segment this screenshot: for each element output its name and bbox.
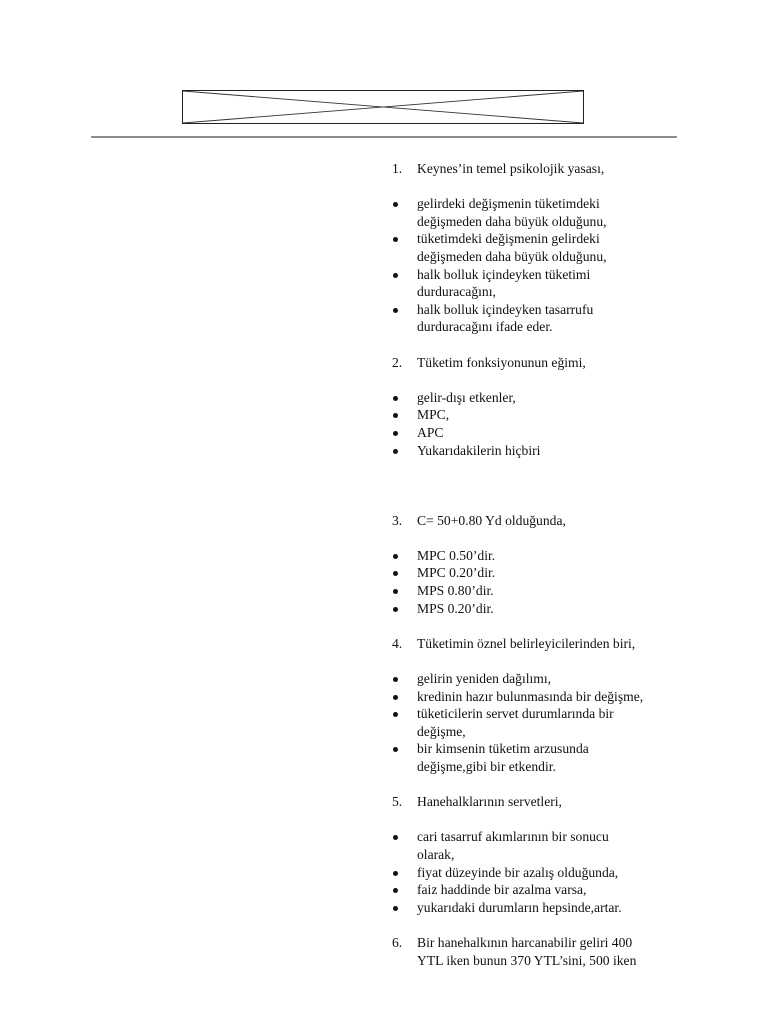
question-1-options bbox=[392, 195, 692, 336]
bullet-icon bbox=[393, 712, 398, 717]
bullet-icon bbox=[393, 449, 398, 454]
question-1-title bbox=[392, 160, 692, 178]
question-6-title bbox=[392, 934, 692, 969]
bullet-icon bbox=[393, 431, 398, 436]
bullet-icon bbox=[393, 589, 398, 594]
question-text: Tüketim fonksiyonunun eğimi, bbox=[417, 354, 586, 370]
question-number: 6. bbox=[392, 934, 403, 950]
bullet-icon bbox=[393, 571, 398, 576]
question-text: Tüketimin öznel belirleyicilerinden biri, bbox=[417, 635, 636, 651]
option-item: faiz haddinde bir azalma varsa, bbox=[392, 881, 692, 899]
option-item: MPS 0.20’dir. bbox=[392, 600, 692, 618]
bullet-icon bbox=[393, 677, 398, 682]
question-3-title bbox=[392, 512, 692, 530]
question-number: 3. bbox=[392, 512, 403, 528]
question-text: Hanehalklarının servetleri, bbox=[417, 794, 562, 810]
bullet-icon bbox=[393, 695, 398, 700]
question-4-title bbox=[392, 635, 692, 653]
question-number: 2. bbox=[392, 354, 403, 370]
option-item: gelir-dışı etkenler, bbox=[392, 389, 692, 407]
option-item: bir kimsenin tüketim arzusunda değişme,gibi bir etkendir. bbox=[392, 740, 692, 775]
question-list bbox=[392, 160, 692, 969]
option-item: MPS 0.80’dir. bbox=[392, 582, 692, 600]
bullet-icon bbox=[393, 202, 398, 207]
bullet-icon bbox=[393, 308, 398, 313]
option-item: MPC, bbox=[392, 406, 692, 424]
option-item: gelirdeki değişmenin tüketimdeki değişmeden daha büyük olduğunu, bbox=[392, 195, 692, 230]
blank-gap bbox=[392, 477, 692, 512]
option-item: tüketicilerin servet durumlarında bir değişme, bbox=[392, 705, 692, 740]
option-item: kredinin hazır bulunmasında bir değişme, bbox=[392, 688, 692, 706]
option-item: gelirin yeniden dağılımı, bbox=[392, 670, 692, 688]
bullet-icon bbox=[393, 747, 398, 752]
question-3-options bbox=[392, 547, 692, 617]
bullet-icon bbox=[393, 871, 398, 876]
horizontal-divider bbox=[91, 136, 677, 138]
question-text: Keynes’in temel psikolojik yasası, bbox=[417, 161, 605, 176]
placeholder-cross-icon bbox=[183, 91, 583, 123]
question-5-options bbox=[392, 828, 692, 916]
bullet-icon bbox=[393, 607, 398, 612]
option-item: Yukarıdakilerin hiçbiri bbox=[392, 442, 692, 460]
question-number: 4. bbox=[392, 635, 403, 651]
question-number: 5. bbox=[392, 794, 403, 810]
question-2-title bbox=[392, 354, 692, 372]
option-item: fiyat düzeyinde bir azalış olduğunda, bbox=[392, 864, 692, 882]
bullet-icon bbox=[393, 396, 398, 401]
question-2-options bbox=[392, 389, 692, 459]
option-item: MPC 0.20’dir. bbox=[392, 564, 692, 582]
bullet-icon bbox=[393, 906, 398, 911]
option-item: MPC 0.50’dir. bbox=[392, 547, 692, 565]
option-item: yukarıdaki durumların hepsinde,artar. bbox=[392, 899, 692, 917]
question-text: C= 50+0.80 Yd olduğunda, bbox=[417, 512, 566, 528]
option-item: APC bbox=[392, 424, 692, 442]
question-text-continued: YTL iken bunun 370 YTL’sini, 500 iken bbox=[417, 952, 637, 968]
bullet-icon bbox=[393, 554, 398, 559]
question-text: Bir hanehalkının harcanabilir geliri 400 bbox=[417, 934, 633, 950]
option-item: tüketimdeki değişmenin gelirdeki değişmeden daha büyük olduğunu, bbox=[392, 230, 692, 265]
question-number: 1. bbox=[392, 161, 403, 176]
bullet-icon bbox=[393, 273, 398, 278]
option-item: cari tasarruf akımlarının bir sonucu olarak, bbox=[392, 828, 692, 863]
question-4-options bbox=[392, 670, 692, 776]
option-item: halk bolluk içindeyken tasarrufu durduracağını ifade eder. bbox=[392, 301, 692, 336]
bullet-icon bbox=[393, 237, 398, 242]
bullet-icon bbox=[393, 413, 398, 418]
bullet-icon bbox=[393, 888, 398, 893]
option-item: halk bolluk içindeyken tüketimi durduracağını, bbox=[392, 266, 692, 301]
question-5-title bbox=[392, 793, 692, 811]
image-placeholder-box bbox=[182, 90, 584, 124]
bullet-icon bbox=[393, 835, 398, 840]
